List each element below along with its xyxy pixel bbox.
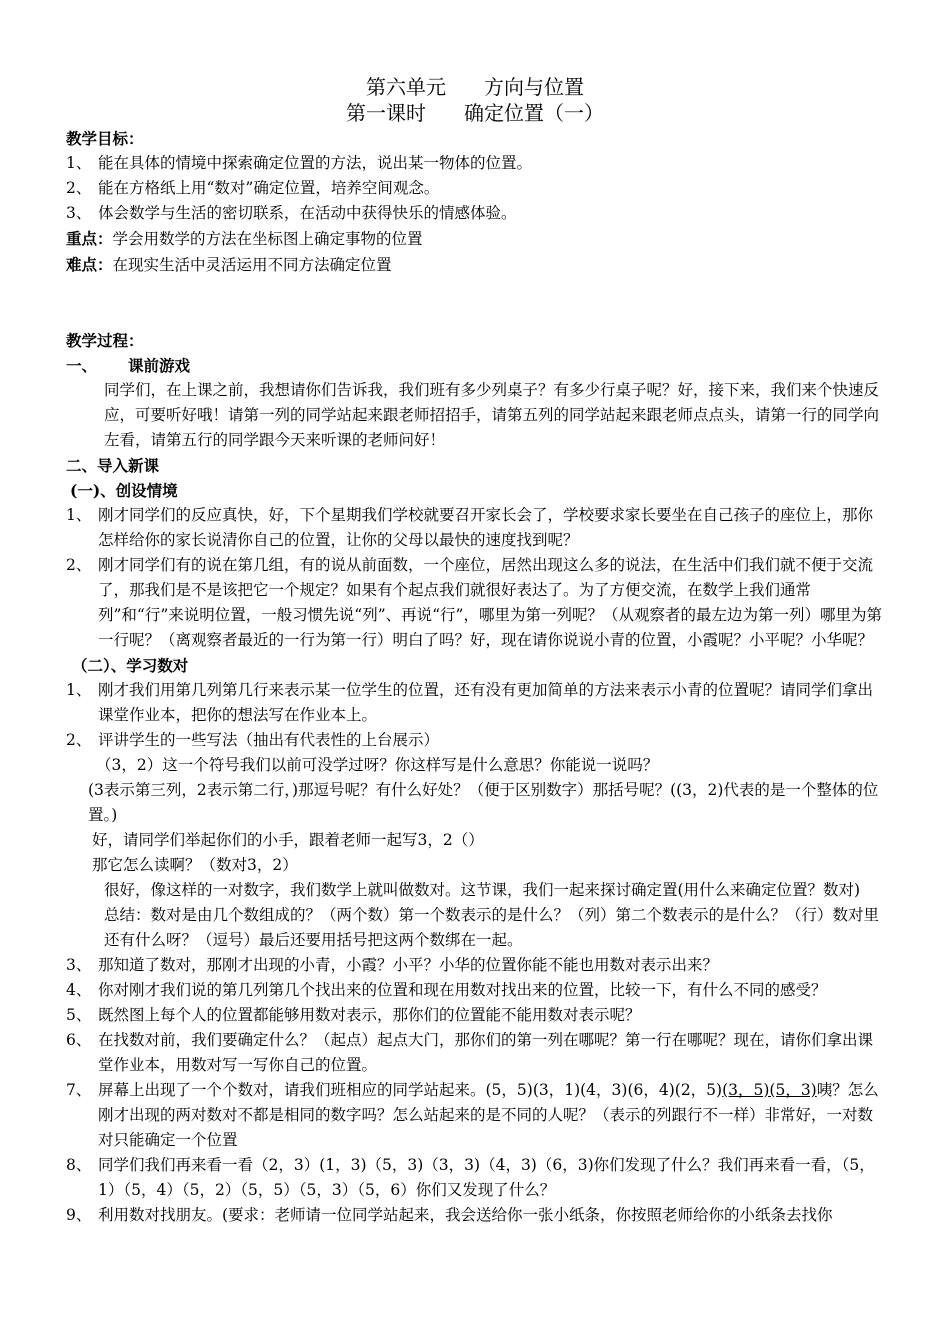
objective-item xyxy=(66,201,886,226)
item-number: 4、 xyxy=(66,981,92,999)
lesson-label: 第一课时 xyxy=(346,101,426,125)
key-point xyxy=(66,226,886,252)
item-number: 9、 xyxy=(66,1206,92,1224)
part1-number: 一、 xyxy=(66,356,98,375)
item7-text-start: 屏幕上出现了一个个数对，请我们班相应的同学站起来。(5，5)(3，1)(4，3)(6，4)(2，5) xyxy=(98,1081,723,1099)
part1-title: 课前游戏 xyxy=(128,356,191,375)
list-item xyxy=(66,1028,886,1078)
key-point-label: 重点： xyxy=(66,229,113,248)
item-text xyxy=(98,1078,886,1153)
list-item xyxy=(66,1078,886,1153)
item-text: 刚才同学们的反应真快，好，下个星期我们学校就要召开家长会了，学校要求家长要坐在自己孩子的座位上，那你怎样给你的家长说清你自己的位置，让你的父母以最快的速度找到呢？ xyxy=(98,506,874,549)
lesson-topic: 确定位置（一） xyxy=(464,101,604,125)
item7-text-end: 咦？怎么刚才出现的两对数对不都是相同的数字吗？怎么站起来的是不同的人呢？（表示的列跟行不一样）非常好，一对数对只能确定一个位置 xyxy=(98,1081,879,1149)
part1-text: 同学们，在上课之前，我想请你们告诉我，我们班有多少列桌子？有多少行桌子呢？好，接下来，我们来个快速反应，可要听好哦！请第一列的同学站起来跟老师招招手，请第五列的同学站起来跟老师点点头，请第一行的同学向左看，请第五行的同学跟今天来听课的老师问好！ xyxy=(104,381,880,449)
item-number: 5、 xyxy=(66,1006,92,1024)
objective-text: 能在具体的情境中探索确定位置的方法，说出某一物体的位置。 xyxy=(98,154,533,172)
sub-paragraph: (3表示第三列，2表示第二行，)那逗号呢？有什么好处？（便于区别数字）那括号呢？((3，2)代表的是一个整体的位置。) xyxy=(88,781,879,824)
objective-text: 能在方格纸上用“数对”确定位置，培养空间观念。 xyxy=(98,179,440,197)
unit-label: 第六单元 xyxy=(366,75,446,99)
objective-item xyxy=(66,151,886,176)
list-item xyxy=(66,1003,886,1028)
list-item xyxy=(66,728,886,753)
item-text: 在找数对前，我们要确定什么？（起点）起点大门，那你们的第一列在哪呢？第一行在哪呢？现在，请你们拿出课堂作业本，用数对写一写你自己的位置。 xyxy=(98,1031,874,1074)
sub-paragraph: 好，请同学们举起你们的小手，跟着老师一起写3，2（） xyxy=(92,831,484,849)
objective-text: 体会数学与生活的密切联系，在活动中获得快乐的情感体验。 xyxy=(98,204,517,222)
item-number: 8、 xyxy=(66,1156,92,1174)
list-item xyxy=(66,678,886,728)
list-item xyxy=(66,1203,886,1228)
item-number: 3、 xyxy=(66,956,92,974)
process-heading: 教学过程： xyxy=(66,331,144,350)
item-text: 刚才我们用第几列第几行来表示某一位学生的位置，还有没有更加简单的方法来表示小青的位置呢？请同学们拿出课堂作业本，把你的想法写在作业本上。 xyxy=(98,681,874,724)
part1-heading xyxy=(66,353,886,378)
unit-title xyxy=(0,74,950,100)
item-number: 2、 xyxy=(66,731,92,749)
list-item xyxy=(66,503,886,553)
key-point-text: 学会用数学的方法在坐标图上确定事物的位置 xyxy=(112,230,423,248)
item-number: 1、 xyxy=(66,681,92,699)
item7-underlined-pairs: (3，5)(5，3) xyxy=(722,1081,817,1099)
item-text: 评讲学生的一些写法（抽出有代表性的上台展示） xyxy=(98,731,440,749)
item-text: 你对刚才我们说的第几列第几个找出来的位置和现在用数对找出来的位置，比较一下，有什么不同的感受？ xyxy=(98,981,827,999)
item-number: 2、 xyxy=(66,556,92,574)
difficult-point-label: 难点： xyxy=(66,255,113,274)
sub-paragraph: （3，2）这一个符号我们以前可没学过呀？你这样写是什么意思？你能说一说吗？ xyxy=(96,756,659,774)
item-text: 同学们我们再来看一看（2，3）(1，3)（5，3)（3，3)（4，3)（6，3)你们发现了什么？我们再来看一看，（5，1）（5，4）（5，2）（5，5）（5，3）（5，6）你们又发现了什么？ xyxy=(98,1156,875,1199)
unit-topic: 方向与位置 xyxy=(484,75,584,99)
item-number: 6、 xyxy=(66,1031,92,1049)
objective-number: 3、 xyxy=(66,204,92,222)
objective-item xyxy=(66,176,886,201)
difficult-point-text: 在现实生活中灵活运用不同方法确定位置 xyxy=(112,256,392,274)
objective-number: 1、 xyxy=(66,154,92,172)
item-text: 既然图上每个人的位置都能够用数对表示，那你们的位置能不能用数对表示呢？ xyxy=(98,1006,641,1024)
item-text: 利用数对找朋友。(要求：老师请一位同学站起来，我会送给你一张小纸条，你按照老师给你的小纸条去找你 xyxy=(98,1206,833,1224)
item-text: 那知道了数对，那刚才出现的小青，小霞？小平？小华的位置你能不能也用数对表示出来？ xyxy=(98,956,719,974)
item-text: 刚才同学们有的说在第几组，有的说从前面数，一个座位，居然出现这么多的说法，在生活中们我们就不便于交流了，那我们是不是该把它一个规定？如果有个起点我们就很好表达了。为了方便交流，在数学上我们通常列”和“行”来说明位置，一般习惯先说“列”、再说“行”，哪里为第一列呢？（从观察者的最左边为第一列）哪里为第一行呢？（离观察者最近的一行为第一行）明白了吗？好，现在请你说说小青的位置，小霞呢？小平呢？小华呢？ xyxy=(98,556,882,649)
sub-paragraph: 很好，像这样的一对数字，我们数学上就叫做数对。这节课，我们一起来探讨确定置(用什么来确定位置？数对) xyxy=(104,881,861,899)
difficult-point xyxy=(66,252,886,278)
item-number: 7、 xyxy=(66,1081,92,1099)
section1-heading: (一)、创设情境 xyxy=(70,481,178,500)
list-item xyxy=(66,978,886,1003)
part2-heading: 二、导入新课 xyxy=(66,456,160,475)
item-number: 1、 xyxy=(66,506,92,524)
sub-paragraph: 那它怎么读啊？（数对3，2） xyxy=(92,856,298,874)
sub-paragraph: 总结：数对是由几个数组成的？（两个数）第一个数表示的是什么？（列）第二个数表示的是什么？（行）数对里还有什么呀？（逗号）最后还要用括号把这两个数绑在一起。 xyxy=(104,906,880,949)
list-item xyxy=(66,1153,886,1203)
list-item xyxy=(66,553,886,653)
list-item xyxy=(66,953,886,978)
objective-number: 2、 xyxy=(66,179,92,197)
section2-heading: （二）、学习数对 xyxy=(72,656,189,675)
document-body xyxy=(66,126,886,1228)
part1-paragraph xyxy=(66,378,886,453)
objectives-heading: 教学目标： xyxy=(66,129,144,148)
lesson-title xyxy=(0,100,950,126)
